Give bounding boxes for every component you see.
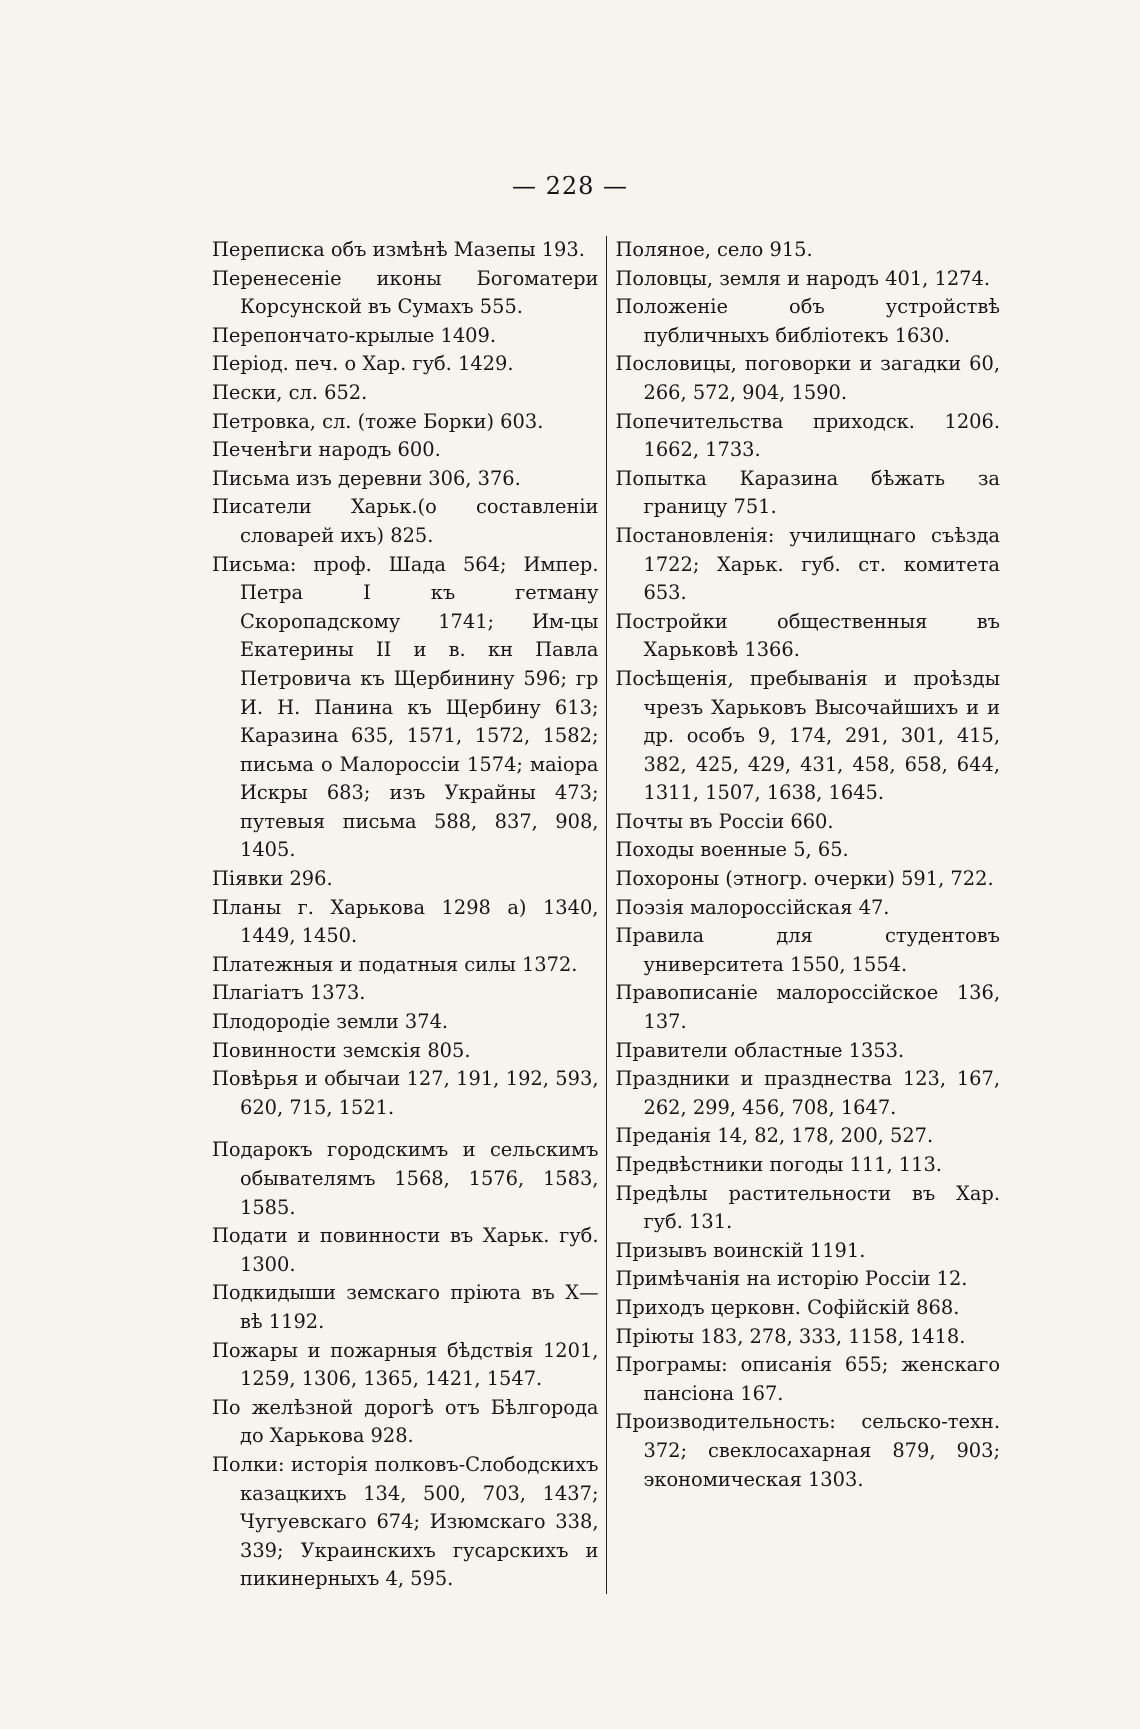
index-entry: Примѣчанія на исторію Россіи 12. <box>615 1267 968 1291</box>
index-entry: Постройки общественныя въ Харьковѣ 1366. <box>615 609 1000 662</box>
index-entry: Правила для студентовъ университета 1550, 1554. <box>615 924 1000 976</box>
index-columns <box>212 236 1000 1594</box>
index-entry: Праздники и празднества 123, 167, 262, 299, 456, 708, 1647. <box>615 1067 1000 1119</box>
index-entry: Печенѣги народъ 600. <box>212 438 441 462</box>
index-entry: Посѣщенія, пребыванія и проѣзды чрезъ Харьковъ Высочайшихъ и и др. особъ 9, 174, 291, 301, 415, 382, 425, 429, 431, 458, 658, 644, 1311, 1507, 1638, 1645. <box>615 666 1000 805</box>
index-entry: Пожары и пожарныя бѣдствія 1201, 1259, 1306, 1365, 1421, 1547. <box>212 1338 599 1391</box>
index-entry: Платежныя и податныя силы 1372. <box>212 952 578 976</box>
index-entry: Пріюты 183, 278, 333, 1158, 1418. <box>615 1324 966 1348</box>
index-entry: Положеніе объ устройствѣ публичныхъ библіотекъ 1630. <box>615 295 1000 347</box>
index-entry: Подати и повинности въ Харьк. губ. 1300. <box>212 1224 599 1276</box>
index-entry: Письма изъ деревни 306, 376. <box>212 466 521 490</box>
index-entry: Подарокъ городскимъ и сельскимъ обывателямъ 1568, 1576, 1583, 1585. <box>212 1138 599 1219</box>
index-entry: Предѣлы растительности въ Хар. губ. 131. <box>615 1181 1000 1234</box>
index-entry: Похороны (этногр. очерки) 591, 722. <box>615 867 994 891</box>
index-entry: Приходъ церковн. Софійскій 868. <box>615 1295 960 1319</box>
index-entry: По желѣзной дорогѣ отъ Бѣлгорода до Харькова 928. <box>212 1395 599 1448</box>
index-entry: Правописаніе малороссійское 136, 137. <box>615 981 1000 1034</box>
index-entry: Повинности земскія 805. <box>212 1038 471 1062</box>
index-entry: Перепончато-крылые 1409. <box>212 323 496 347</box>
index-entry: Перенесеніе иконы Богоматери Корсунской въ Сумахъ 555. <box>212 266 599 319</box>
left-column <box>212 236 606 1594</box>
index-entry: Поляное, село 915. <box>615 238 813 261</box>
index-entry: Петровка, сл. (тоже Борки) 603. <box>212 409 544 433</box>
index-entry: Письма: проф. Шада 564; Импер. Петра I къ гетману Скоропадскому 1741; Им-цы Екатерины II и в. кн Павла Петровича къ Щербинину 596; гр И. Н. Панина къ Щербину 613; Каразина 635, 1571, 1572, 1582; письма о Малороссіи 1574; маіора Искры 683; изъ Украйны 473; путевыя письма 588, 837, 908, 1405. <box>212 552 599 862</box>
index-entry: Пословицы, поговорки и загадки 60, 266, 572, 904, 1590. <box>615 352 1000 404</box>
index-entry: Піявки 296. <box>212 867 333 891</box>
index-entry: Попечительства приходск. 1206. 1662, 1733. <box>615 409 1000 462</box>
index-entry: Писатели Харьк.(о составленіи словарей ихъ) 825. <box>212 495 599 547</box>
index-entry: Подкидыши земскаго пріюта въ Х—вѣ 1192. <box>212 1281 599 1333</box>
index-entry: Производительность: сельско-техн. 372; свеклосахарная 879, 903; экономическая 1303. <box>615 1410 1000 1491</box>
index-entry: Почты въ Россіи 660. <box>615 809 834 833</box>
index-entry: Правители областные 1353. <box>615 1038 905 1062</box>
index-entry: Програмы: описанія 655; женскаго пансіона 167. <box>615 1353 1000 1405</box>
index-entry: Призывъ воинскій 1191. <box>615 1238 866 1262</box>
index-entry: Поэзія малороссійская 47. <box>615 895 890 919</box>
right-column <box>606 236 1000 1594</box>
page-number: — 228 — <box>511 172 629 200</box>
index-entry: Переписка объ измѣнѣ Мазепы 193. <box>212 238 585 261</box>
index-entry: Плагіатъ 1373. <box>212 981 366 1005</box>
index-entry: Предвѣстники погоды 111, 113. <box>615 1153 942 1176</box>
index-entry: Планы г. Харькова 1298 а) 1340, 1449, 1450. <box>212 895 599 948</box>
index-entry: Полки: исторія полковъ-Слободскихъ казацкихъ 134, 500, 703, 1437; Чугуевскаго 674; Изюмскаго 338, 339; Украинскихъ гусарскихъ и пикинерныхъ 4, 595. <box>212 1452 599 1591</box>
index-entry: Попытка Каразина бѣжать за границу 751. <box>615 466 1000 519</box>
index-entry: Період. печ. о Хар. губ. 1429. <box>212 352 514 376</box>
index-entry: Плодородіе земли 374. <box>212 1010 449 1034</box>
index-entry: Постановленія: училищнаго съѣзда 1722; Харьк. губ. ст. комитета 653. <box>615 523 1000 605</box>
index-entry: Пески, сл. 652. <box>212 380 368 404</box>
index-entry: Повѣрья и обычаи 127, 191, 192, 593, 620, 715, 1521. <box>212 1067 599 1119</box>
index-entry: Половцы, земля и народъ 401, 1274. <box>615 266 991 290</box>
index-entry: Преданія 14, 82, 178, 200, 527. <box>615 1124 934 1148</box>
index-entry: Походы военные 5, 65. <box>615 838 849 862</box>
